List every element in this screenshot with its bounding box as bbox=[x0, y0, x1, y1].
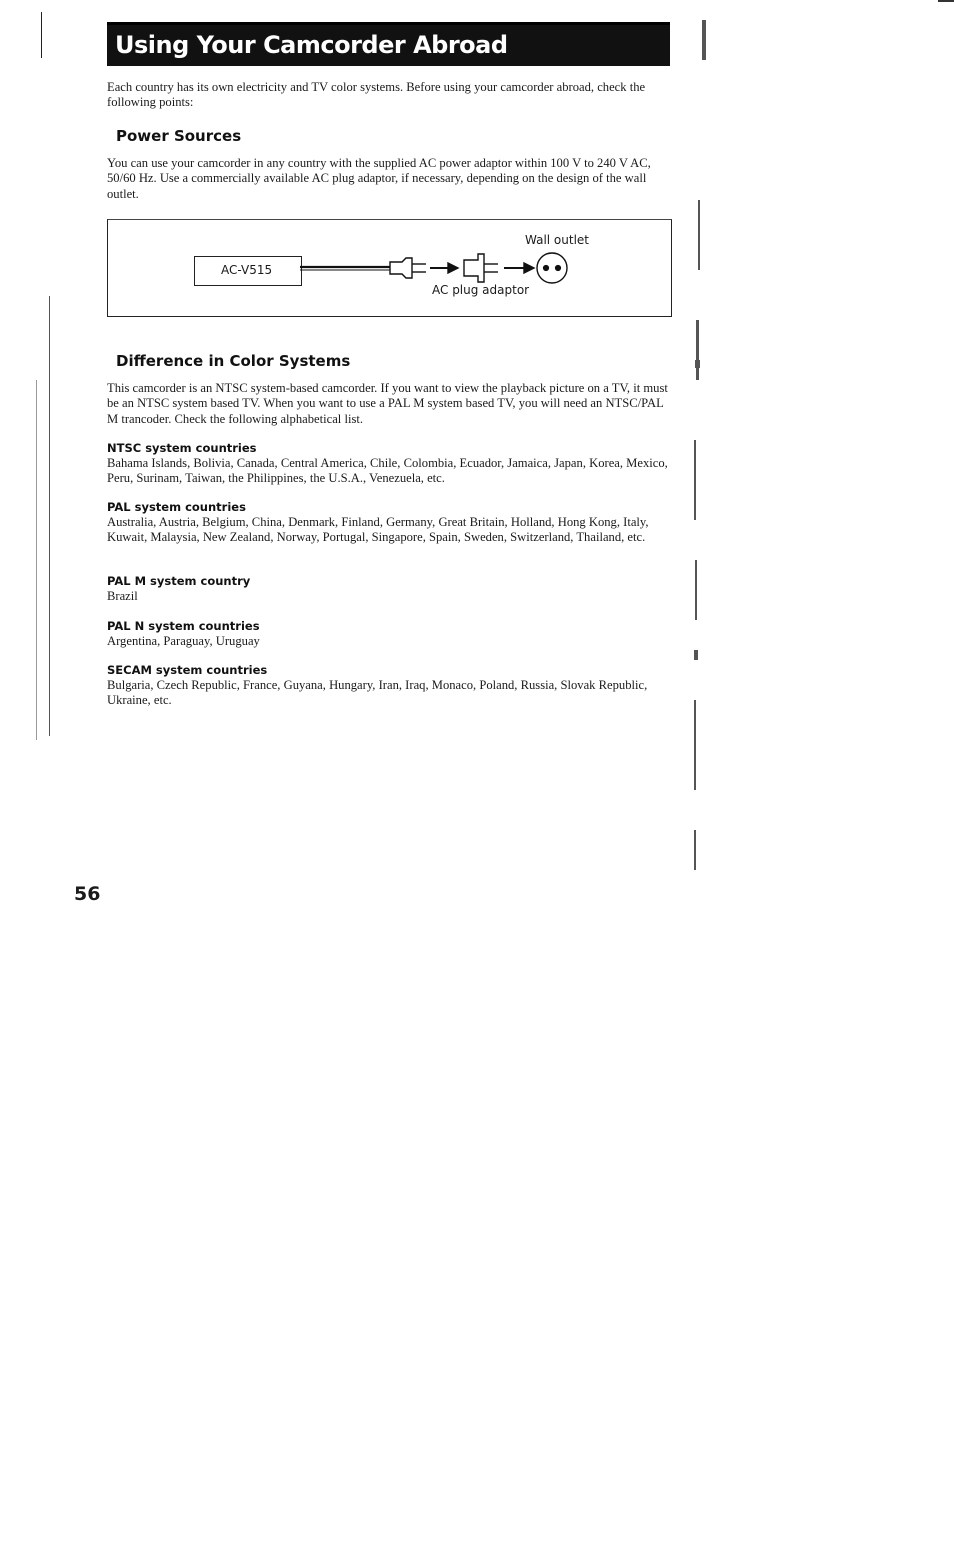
left-edge-line bbox=[41, 12, 42, 58]
color-systems-heading: Difference in Color Systems bbox=[116, 352, 351, 370]
wall-outlet-label: Wall outlet bbox=[525, 233, 590, 247]
pal-m-list: Brazil bbox=[107, 589, 138, 603]
left-edge-line bbox=[49, 296, 50, 736]
pal-heading: PAL system countries bbox=[107, 500, 246, 514]
page-title: Using Your Camcorder Abroad bbox=[115, 31, 508, 59]
right-edge-speckle bbox=[688, 20, 718, 940]
intro-paragraph: Each country has its own electricity and TV color systems. Before using your camcorder abroad, check the following points: bbox=[107, 80, 646, 110]
page-number: 56 bbox=[74, 883, 101, 905]
ntsc-list: Bahama Islands, Bolivia, Canada, Central America, Chile, Colombia, Ecuador, Jamaica, Japan, Korea, Mexico, Peru, Surinam, Taiwan, the Philippines, the U.S.A., Venezuela, etc. bbox=[107, 456, 668, 485]
ac-adaptor-box bbox=[194, 256, 302, 286]
power-diagram bbox=[107, 219, 672, 317]
pal-m-heading: PAL M system country bbox=[107, 574, 251, 588]
plug-adaptor-label: AC plug adaptor bbox=[432, 283, 530, 297]
pal-n-list: Argentina, Paraguay, Uruguay bbox=[107, 634, 260, 648]
power-sources-heading: Power Sources bbox=[116, 127, 242, 145]
pal-list: Australia, Austria, Belgium, China, Denmark, Finland, Germany, Great Britain, Holland, Hong Kong, Italy, Kuwait, Malaysia, New Zealand, Norway, Portugal, Singapore, Spain, Sweden, Switzerland, Thailand, etc. bbox=[107, 515, 649, 544]
color-systems-paragraph: This camcorder is an NTSC system-based camcorder. If you want to view the playback picture on a TV, it must be an NTSC system based TV. When you want to use a PAL M system based TV, you will need an NTSC/PAL M trancoder. Check the following alphabetical list. bbox=[107, 381, 668, 426]
secam-list: Bulgaria, Czech Republic, France, Guyana, Hungary, Iran, Iraq, Monaco, Poland, Russia, Slovak Republic, Ukraine, etc. bbox=[107, 678, 648, 707]
left-edge-line bbox=[36, 380, 37, 740]
ac-adaptor-label: AC-V515 bbox=[221, 263, 273, 277]
power-sources-paragraph: You can use your camcorder in any country with the supplied AC power adaptor within 100 V to 240 V AC, 50/60 Hz. Use a commercially available AC plug adaptor, if necessary, depending on the design of the wall outlet. bbox=[107, 156, 651, 201]
ntsc-heading: NTSC system countries bbox=[107, 441, 257, 455]
pal-n-heading: PAL N system countries bbox=[107, 619, 260, 633]
top-right-dash bbox=[938, 0, 954, 2]
title-bar bbox=[107, 22, 670, 66]
secam-heading: SECAM system countries bbox=[107, 663, 268, 677]
